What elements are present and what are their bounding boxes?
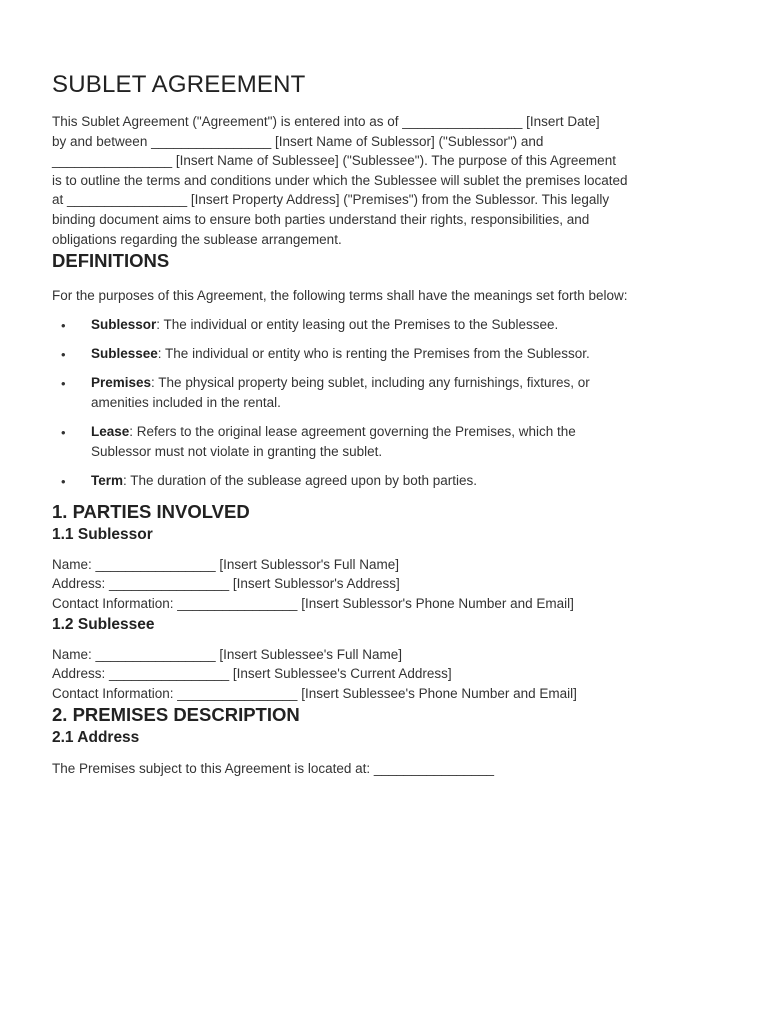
sublessor-contact-line: Contact Information: ________________ [Insert Sublessor's Phone Number and Email] xyxy=(52,596,574,612)
sublessor-name-line: Name: ________________ [Insert Sublessor's Full Name] xyxy=(52,556,400,572)
definition-text: : The duration of the sublease agreed upon by both parties. xyxy=(123,472,478,488)
definitions-lead: For the purposes of this Agreement, the following terms shall have the meanings set forth below: xyxy=(52,288,628,304)
premises-heading: 2. PREMISES DESCRIPTION xyxy=(52,704,300,726)
definition-term: Lease xyxy=(91,423,130,439)
intro-paragraph xyxy=(52,112,722,249)
definition-item xyxy=(52,344,722,364)
intro-line: binding document aims to ensure both parties understand their rights, responsibilities, and xyxy=(52,211,590,227)
bullet-icon: • xyxy=(61,317,66,333)
definitions-list xyxy=(52,315,722,491)
intro-line: by and between ________________ [Insert Name of Sublessor] ("Sublessor") and xyxy=(52,133,544,149)
intro-line: obligations regarding the sublease arrangement. xyxy=(52,231,342,247)
bullet-icon: • xyxy=(61,473,66,489)
sublessor-address-line: Address: ________________ [Insert Sublessor's Address] xyxy=(52,576,400,592)
definition-text: amenities included in the rental. xyxy=(91,394,281,410)
definition-item xyxy=(52,471,722,491)
definition-item xyxy=(52,315,722,335)
intro-line: ________________ [Insert Name of Sublessee] ("Sublessee"). The purpose of this Agreement xyxy=(52,153,616,169)
sublessee-details xyxy=(52,645,722,704)
definition-text: : The individual or entity leasing out the Premises to the Sublessee. xyxy=(156,316,559,332)
definition-item xyxy=(52,422,722,461)
intro-line: is to outline the terms and conditions under which the Sublessee will sublet the premises located xyxy=(52,172,628,188)
definition-text: : Refers to the original lease agreement governing the Premises, which the xyxy=(129,423,576,439)
sublessor-details xyxy=(52,555,722,614)
bullet-icon: • xyxy=(61,346,66,362)
parties-heading: 1. PARTIES INVOLVED xyxy=(52,500,250,522)
definition-text: : The individual or entity who is renting the Premises from the Sublessor. xyxy=(157,345,590,361)
sublessee-name-line: Name: ________________ [Insert Sublessee's Full Name] xyxy=(52,646,403,662)
bullet-icon: • xyxy=(61,424,66,440)
definition-text: Sublessor must not violate in granting the sublet. xyxy=(91,443,383,459)
intro-line: at ________________ [Insert Property Address] ("Premises") from the Sublessor. This legally xyxy=(52,192,610,208)
intro-line: This Sublet Agreement ("Agreement") is entered into as of ________________ [Insert Date] xyxy=(52,114,600,129)
definition-term: Premises xyxy=(91,375,152,391)
sublessee-heading: 1.2 Sublessee xyxy=(52,615,155,633)
definitions-heading: DEFINITIONS xyxy=(52,250,170,272)
sublessor-heading: 1.1 Sublessor xyxy=(52,525,153,543)
definition-term: Sublessee xyxy=(91,345,158,361)
definition-term: Term xyxy=(91,472,124,488)
premises-address-text: The Premises subject to this Agreement is located at: ________________ xyxy=(52,761,495,777)
definition-item xyxy=(52,373,722,412)
sublessee-contact-line: Contact Information: ________________ [Insert Sublessee's Phone Number and Email] xyxy=(52,685,577,701)
address-heading: 2.1 Address xyxy=(52,729,140,747)
sublessee-address-line: Address: ________________ [Insert Sublessee's Current Address] xyxy=(52,666,452,682)
definition-term: Sublessor xyxy=(91,316,157,332)
document-body xyxy=(52,70,722,779)
definition-text: : The physical property being sublet, including any furnishings, fixtures, or xyxy=(151,375,590,391)
document-title: SUBLET AGREEMENT xyxy=(52,71,306,98)
bullet-icon: • xyxy=(61,376,66,392)
